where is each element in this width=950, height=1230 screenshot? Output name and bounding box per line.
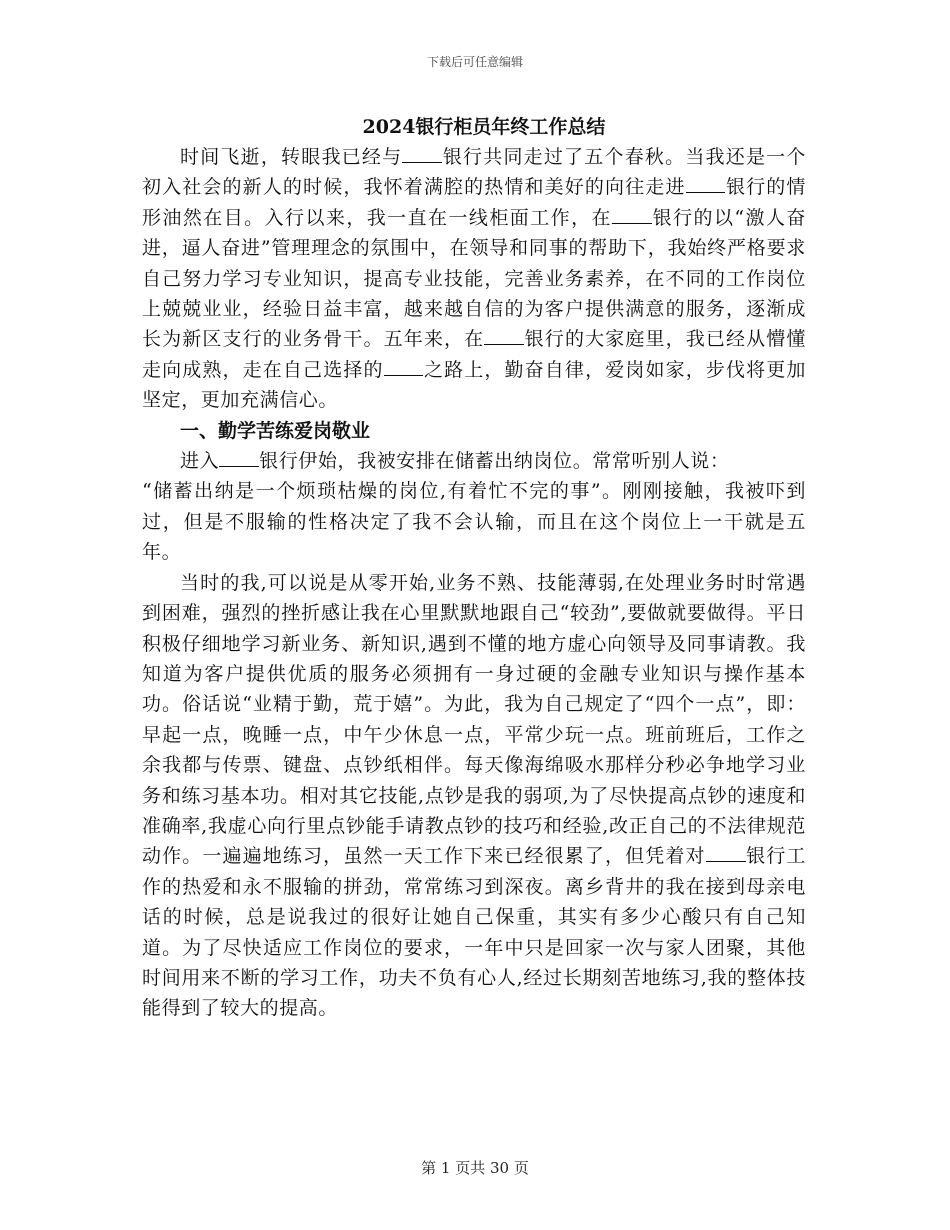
- fill-blank: [484, 325, 524, 345]
- section-paragraph-2: [142, 568, 806, 1024]
- text-run: 时间飞逝，转眼我已经与: [180, 146, 403, 168]
- page-footer: 第 1 页共 30 页: [421, 1159, 529, 1177]
- document-body: [142, 112, 806, 1024]
- section-heading: 一、勤学苦练爱岗敬业: [180, 419, 371, 442]
- text-run: 银行的以“激人奋进，逼人奋进”管理理念的氛围中，在领导和同事的帮助下，我始终严格要求自己努力学习专业知识，提高专业技能，完善业务素养，在不同的工作岗位上兢兢业业，经验日益丰富，越来越自信的为客户提供满意的服务，逐渐成长为新区支行的业务骨干。五年来，在: [142, 206, 806, 351]
- section-paragraph-1: [142, 446, 806, 476]
- text-run: 银行伊始，我被安排在储蓄出纳岗位。常常听别人说：: [259, 450, 730, 473]
- text-run: “储蓄出纳是一个烦琐枯燥的岗位,有着忙不完的事”。刚刚接触，我被吓到过，但是不服输的性格决定了我不会认输，而且在这个岗位上一干就是五年。: [142, 480, 806, 564]
- text-run: 当时的我,可以说是从零开始,业务不熟、技能薄弱,在处理业务时时常遇到困难，强烈的挫折感让我在心里默默地跟自己“较劲”,要做就要做得。平日积极仔细地学习新业务、新知识,遇到不懂的地方虚心向领导及同事请教。我知道为客户提供优质的服务必须拥有一身过硬的金融专业知识与操作基本功。俗话说“业精于勤，荒于嬉”。为此，我为自己规定了“四个一点”，即：早起一点，晚睡一点，中午少休息一点，平常少玩一点。班前班后，工作之余我都与传票、键盘、点钞纸相伴。每天像海绵吸水那样分秒必争地学习业务和练习基本功。相对其它技能,点钞是我的弱项,为了尽快提高点钞的速度和准确率,我虚心向行里点钞能手请教点钞的技巧和经验,改正自己的不法律规范动作。一遍遍地练习，虽然一天工作下来已经很累了，但凭着对: [142, 571, 806, 868]
- text-run: 银行共同走过了五个春秋。当我还是一个初入社会的新人的时候，我怀着满腔的热情和美好的向往走进: [142, 146, 806, 199]
- text-run: 进入: [180, 450, 220, 473]
- fill-blank: [219, 447, 259, 467]
- intro-paragraph: [142, 142, 806, 416]
- fill-blank: [384, 356, 424, 376]
- fill-blank: [402, 143, 442, 163]
- text-run: 银行的大家庭里，我已经从懵懂走向成熟，走在自己选择的: [142, 328, 806, 381]
- section-paragraph-1-cont: [142, 476, 806, 567]
- document-title: 2024银行柜员年终工作总结: [362, 116, 606, 138]
- fill-blank: [706, 842, 746, 862]
- header-note: 下载后可任意编辑: [426, 55, 523, 69]
- text-run: 之路上，勤奋自律，爱岗如家，步伐将更加坚定，更加充满信心。: [142, 358, 806, 412]
- fill-blank: [612, 204, 652, 224]
- text-run: 银行工作的热爱和永不服输的拼劲，常常练习到深夜。离乡背井的我在接到母亲电话的时候，总是说我过的很好让她自己保重，其实有多少心酸只有自己知道。为了尽快适应工作岗位的要求，一年中只是回家一次与家人团聚，其他时间用来不断的学习工作，功夫不负有心人,经过长期刻苦地练习,我的整体技能得到了较大的提高。: [142, 845, 806, 1020]
- fill-blank: [686, 173, 726, 193]
- text-run: 银行的情形油然在目。入行以来，我一直在一线柜面工作，在: [142, 176, 806, 229]
